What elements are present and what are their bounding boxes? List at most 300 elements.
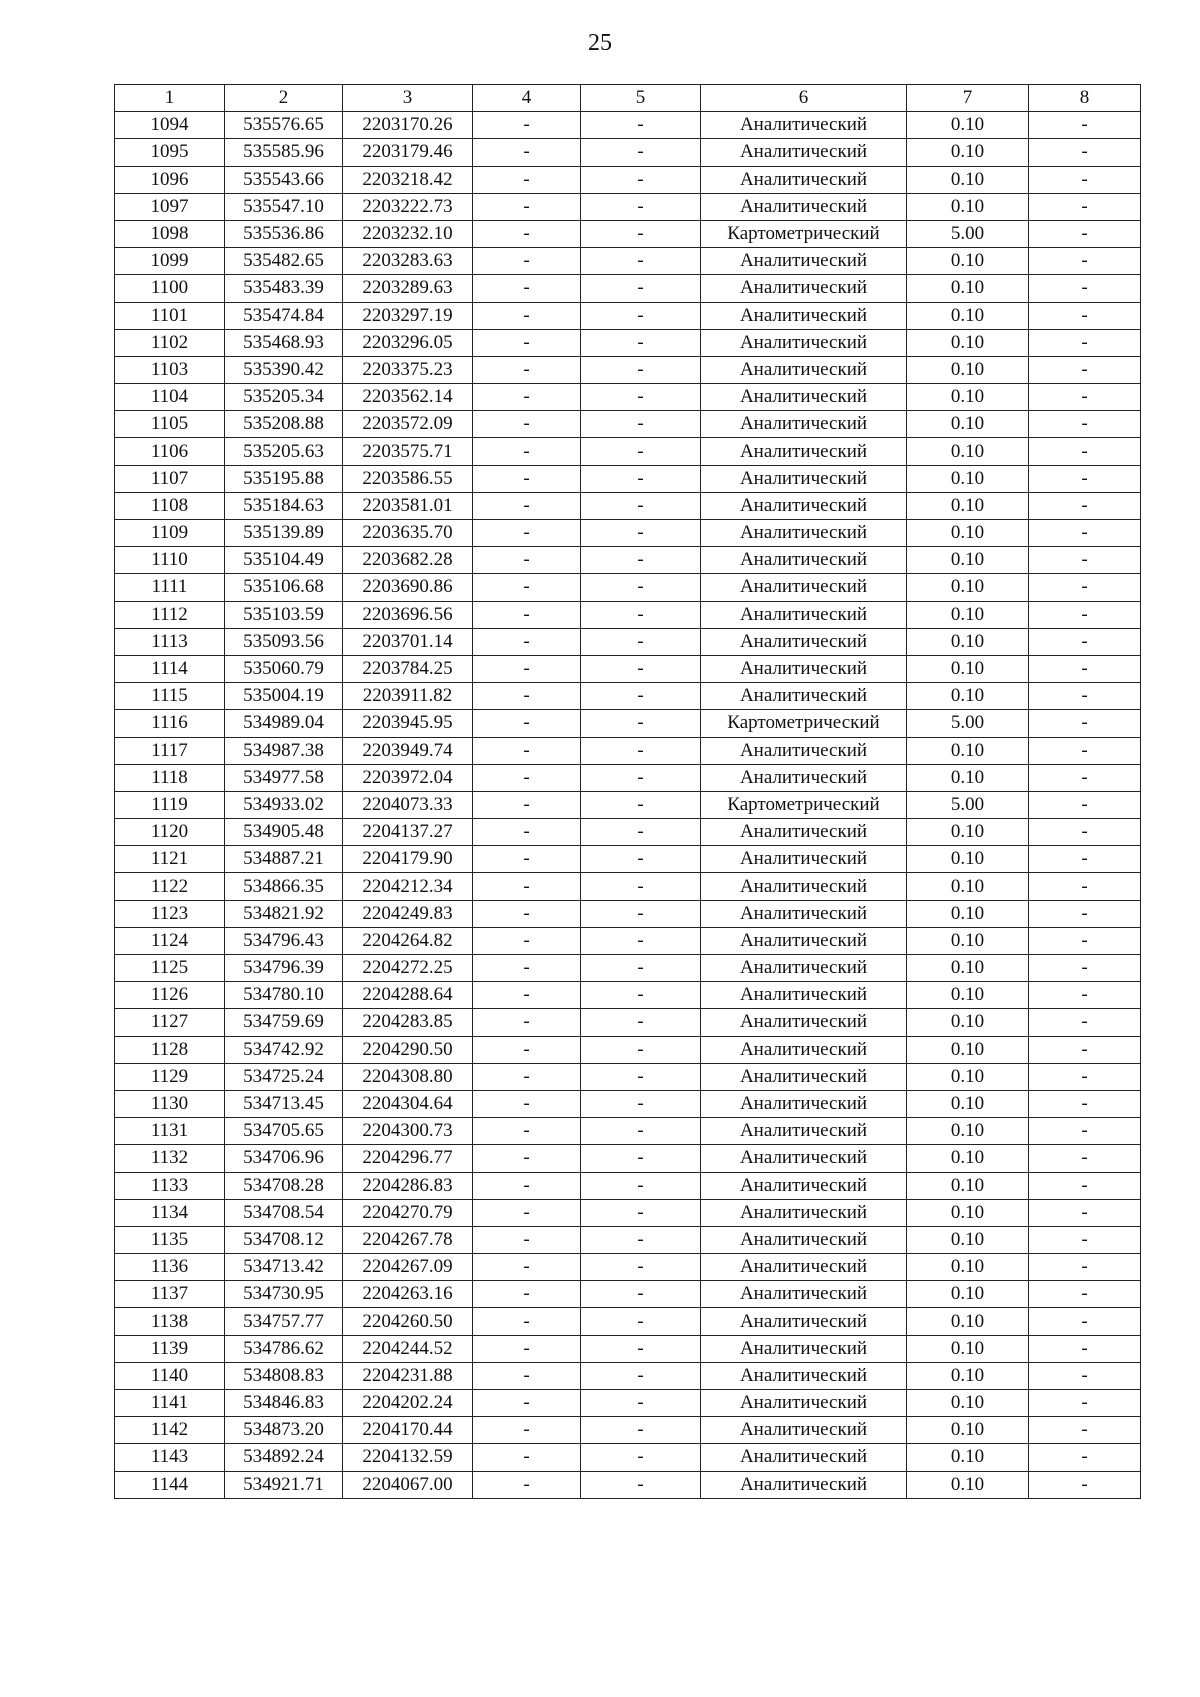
cell-x-coordinate: 534905.48 xyxy=(225,819,343,846)
cell-method: Аналитический xyxy=(701,356,907,383)
cell-accuracy: 0.10 xyxy=(907,465,1029,492)
cell-col-8: - xyxy=(1029,302,1141,329)
cell-col-4: - xyxy=(473,1335,581,1362)
cell-y-coordinate: 2204137.27 xyxy=(343,819,473,846)
cell-col-4: - xyxy=(473,520,581,547)
cell-point-number: 1116 xyxy=(115,710,225,737)
cell-method: Аналитический xyxy=(701,900,907,927)
cell-x-coordinate: 535483.39 xyxy=(225,275,343,302)
cell-method: Аналитический xyxy=(701,438,907,465)
cell-col-4: - xyxy=(473,1118,581,1145)
cell-col-8: - xyxy=(1029,329,1141,356)
cell-col-4: - xyxy=(473,1036,581,1063)
cell-x-coordinate: 535106.68 xyxy=(225,574,343,601)
cell-method: Аналитический xyxy=(701,927,907,954)
cell-col-5: - xyxy=(581,955,701,982)
cell-y-coordinate: 2203572.09 xyxy=(343,411,473,438)
cell-col-8: - xyxy=(1029,819,1141,846)
cell-method: Аналитический xyxy=(701,329,907,356)
cell-x-coordinate: 534730.95 xyxy=(225,1281,343,1308)
cell-y-coordinate: 2203296.05 xyxy=(343,329,473,356)
cell-accuracy: 0.10 xyxy=(907,1172,1029,1199)
column-header-7: 7 xyxy=(907,85,1029,112)
cell-col-8: - xyxy=(1029,465,1141,492)
cell-y-coordinate: 2204212.34 xyxy=(343,873,473,900)
table-row xyxy=(115,112,1141,139)
page-number: 25 xyxy=(588,30,612,56)
table-row xyxy=(115,1390,1141,1417)
cell-accuracy: 0.10 xyxy=(907,1390,1029,1417)
table-body xyxy=(115,112,1141,1499)
cell-accuracy: 0.10 xyxy=(907,411,1029,438)
cell-x-coordinate: 534808.83 xyxy=(225,1362,343,1389)
cell-point-number: 1125 xyxy=(115,955,225,982)
cell-point-number: 1112 xyxy=(115,601,225,628)
cell-accuracy: 0.10 xyxy=(907,1009,1029,1036)
cell-accuracy: 0.10 xyxy=(907,166,1029,193)
cell-col-5: - xyxy=(581,1254,701,1281)
cell-col-4: - xyxy=(473,982,581,1009)
cell-method: Аналитический xyxy=(701,1145,907,1172)
cell-accuracy: 0.10 xyxy=(907,302,1029,329)
cell-x-coordinate: 535104.49 xyxy=(225,547,343,574)
cell-col-8: - xyxy=(1029,1335,1141,1362)
cell-accuracy: 0.10 xyxy=(907,1090,1029,1117)
table-row xyxy=(115,384,1141,411)
table-row xyxy=(115,438,1141,465)
cell-y-coordinate: 2203696.56 xyxy=(343,601,473,628)
cell-col-8: - xyxy=(1029,601,1141,628)
cell-col-8: - xyxy=(1029,139,1141,166)
cell-x-coordinate: 535060.79 xyxy=(225,655,343,682)
cell-point-number: 1106 xyxy=(115,438,225,465)
cell-accuracy: 0.10 xyxy=(907,112,1029,139)
cell-col-5: - xyxy=(581,248,701,275)
table-row xyxy=(115,465,1141,492)
table-row xyxy=(115,275,1141,302)
cell-x-coordinate: 534921.71 xyxy=(225,1471,343,1498)
cell-accuracy: 0.10 xyxy=(907,1226,1029,1253)
cell-col-5: - xyxy=(581,302,701,329)
cell-col-4: - xyxy=(473,356,581,383)
cell-col-4: - xyxy=(473,764,581,791)
cell-col-5: - xyxy=(581,873,701,900)
cell-y-coordinate: 2203575.71 xyxy=(343,438,473,465)
cell-method: Аналитический xyxy=(701,166,907,193)
cell-accuracy: 0.10 xyxy=(907,873,1029,900)
cell-col-5: - xyxy=(581,1090,701,1117)
cell-point-number: 1105 xyxy=(115,411,225,438)
cell-y-coordinate: 2203232.10 xyxy=(343,220,473,247)
cell-y-coordinate: 2204283.85 xyxy=(343,1009,473,1036)
cell-accuracy: 0.10 xyxy=(907,601,1029,628)
table-row xyxy=(115,193,1141,220)
cell-y-coordinate: 2203911.82 xyxy=(343,683,473,710)
cell-accuracy: 0.10 xyxy=(907,384,1029,411)
cell-accuracy: 0.10 xyxy=(907,764,1029,791)
cell-y-coordinate: 2203218.42 xyxy=(343,166,473,193)
cell-accuracy: 0.10 xyxy=(907,1335,1029,1362)
table-row xyxy=(115,873,1141,900)
cell-accuracy: 0.10 xyxy=(907,982,1029,1009)
cell-col-8: - xyxy=(1029,1226,1141,1253)
cell-col-4: - xyxy=(473,655,581,682)
cell-col-8: - xyxy=(1029,846,1141,873)
cell-point-number: 1137 xyxy=(115,1281,225,1308)
cell-col-4: - xyxy=(473,737,581,764)
cell-col-4: - xyxy=(473,1226,581,1253)
cell-point-number: 1098 xyxy=(115,220,225,247)
cell-col-8: - xyxy=(1029,411,1141,438)
cell-col-4: - xyxy=(473,302,581,329)
cell-y-coordinate: 2204296.77 xyxy=(343,1145,473,1172)
cell-point-number: 1133 xyxy=(115,1172,225,1199)
table-row xyxy=(115,683,1141,710)
cell-col-8: - xyxy=(1029,655,1141,682)
cell-method: Аналитический xyxy=(701,819,907,846)
cell-x-coordinate: 534989.04 xyxy=(225,710,343,737)
cell-x-coordinate: 534866.35 xyxy=(225,873,343,900)
cell-col-8: - xyxy=(1029,112,1141,139)
cell-point-number: 1094 xyxy=(115,112,225,139)
table-row xyxy=(115,1090,1141,1117)
cell-point-number: 1123 xyxy=(115,900,225,927)
cell-col-5: - xyxy=(581,1362,701,1389)
cell-col-4: - xyxy=(473,873,581,900)
cell-method: Аналитический xyxy=(701,1308,907,1335)
cell-method: Аналитический xyxy=(701,1362,907,1389)
cell-accuracy: 0.10 xyxy=(907,547,1029,574)
cell-col-4: - xyxy=(473,329,581,356)
cell-col-4: - xyxy=(473,1199,581,1226)
cell-col-8: - xyxy=(1029,384,1141,411)
cell-method: Аналитический xyxy=(701,384,907,411)
table-row xyxy=(115,411,1141,438)
cell-accuracy: 5.00 xyxy=(907,791,1029,818)
cell-y-coordinate: 2204132.59 xyxy=(343,1444,473,1471)
cell-col-5: - xyxy=(581,846,701,873)
cell-method: Аналитический xyxy=(701,1471,907,1498)
cell-method: Аналитический xyxy=(701,955,907,982)
table-row xyxy=(115,710,1141,737)
cell-col-4: - xyxy=(473,1417,581,1444)
cell-x-coordinate: 535547.10 xyxy=(225,193,343,220)
cell-point-number: 1121 xyxy=(115,846,225,873)
coordinates-table xyxy=(114,84,1141,1499)
cell-y-coordinate: 2203949.74 xyxy=(343,737,473,764)
cell-x-coordinate: 535482.65 xyxy=(225,248,343,275)
table-row xyxy=(115,628,1141,655)
table-row xyxy=(115,1362,1141,1389)
cell-col-4: - xyxy=(473,927,581,954)
table-row xyxy=(115,764,1141,791)
cell-col-4: - xyxy=(473,1390,581,1417)
table-row xyxy=(115,982,1141,1009)
cell-col-4: - xyxy=(473,411,581,438)
cell-point-number: 1141 xyxy=(115,1390,225,1417)
cell-x-coordinate: 535468.93 xyxy=(225,329,343,356)
cell-method: Аналитический xyxy=(701,465,907,492)
cell-col-4: - xyxy=(473,601,581,628)
cell-col-5: - xyxy=(581,655,701,682)
table-row xyxy=(115,1444,1141,1471)
cell-point-number: 1129 xyxy=(115,1063,225,1090)
cell-col-5: - xyxy=(581,166,701,193)
cell-accuracy: 0.10 xyxy=(907,438,1029,465)
cell-y-coordinate: 2204288.64 xyxy=(343,982,473,1009)
column-header-3: 3 xyxy=(343,85,473,112)
cell-col-8: - xyxy=(1029,1009,1141,1036)
cell-y-coordinate: 2203297.19 xyxy=(343,302,473,329)
cell-x-coordinate: 535208.88 xyxy=(225,411,343,438)
cell-method: Аналитический xyxy=(701,601,907,628)
cell-x-coordinate: 535543.66 xyxy=(225,166,343,193)
cell-method: Аналитический xyxy=(701,1254,907,1281)
cell-accuracy: 0.10 xyxy=(907,1444,1029,1471)
cell-col-5: - xyxy=(581,193,701,220)
cell-method: Аналитический xyxy=(701,411,907,438)
cell-col-8: - xyxy=(1029,356,1141,383)
cell-col-4: - xyxy=(473,112,581,139)
cell-point-number: 1108 xyxy=(115,492,225,519)
cell-x-coordinate: 534933.02 xyxy=(225,791,343,818)
cell-y-coordinate: 2203690.86 xyxy=(343,574,473,601)
cell-accuracy: 0.10 xyxy=(907,1145,1029,1172)
cell-method: Аналитический xyxy=(701,275,907,302)
cell-point-number: 1132 xyxy=(115,1145,225,1172)
cell-col-4: - xyxy=(473,819,581,846)
cell-col-4: - xyxy=(473,1063,581,1090)
cell-col-8: - xyxy=(1029,275,1141,302)
cell-col-8: - xyxy=(1029,1036,1141,1063)
cell-y-coordinate: 2204304.64 xyxy=(343,1090,473,1117)
cell-point-number: 1097 xyxy=(115,193,225,220)
cell-x-coordinate: 534708.54 xyxy=(225,1199,343,1226)
cell-col-4: - xyxy=(473,248,581,275)
cell-col-5: - xyxy=(581,982,701,1009)
table-row xyxy=(115,1308,1141,1335)
cell-x-coordinate: 535536.86 xyxy=(225,220,343,247)
table-row xyxy=(115,492,1141,519)
cell-col-8: - xyxy=(1029,1254,1141,1281)
cell-x-coordinate: 534987.38 xyxy=(225,737,343,764)
cell-accuracy: 0.10 xyxy=(907,1308,1029,1335)
cell-point-number: 1103 xyxy=(115,356,225,383)
cell-y-coordinate: 2203682.28 xyxy=(343,547,473,574)
table-row xyxy=(115,1145,1141,1172)
cell-method: Картометрический xyxy=(701,220,907,247)
cell-accuracy: 0.10 xyxy=(907,1199,1029,1226)
cell-accuracy: 0.10 xyxy=(907,1254,1029,1281)
cell-accuracy: 0.10 xyxy=(907,846,1029,873)
cell-y-coordinate: 2203635.70 xyxy=(343,520,473,547)
cell-point-number: 1140 xyxy=(115,1362,225,1389)
column-header-5: 5 xyxy=(581,85,701,112)
cell-accuracy: 5.00 xyxy=(907,710,1029,737)
cell-point-number: 1107 xyxy=(115,465,225,492)
cell-accuracy: 0.10 xyxy=(907,1063,1029,1090)
table-row xyxy=(115,302,1141,329)
cell-point-number: 1138 xyxy=(115,1308,225,1335)
cell-point-number: 1101 xyxy=(115,302,225,329)
cell-col-8: - xyxy=(1029,193,1141,220)
cell-y-coordinate: 2203972.04 xyxy=(343,764,473,791)
cell-col-4: - xyxy=(473,574,581,601)
cell-method: Аналитический xyxy=(701,492,907,519)
cell-point-number: 1118 xyxy=(115,764,225,791)
cell-x-coordinate: 535474.84 xyxy=(225,302,343,329)
cell-point-number: 1095 xyxy=(115,139,225,166)
cell-col-4: - xyxy=(473,166,581,193)
cell-col-8: - xyxy=(1029,1417,1141,1444)
cell-col-5: - xyxy=(581,764,701,791)
cell-accuracy: 0.10 xyxy=(907,1362,1029,1389)
cell-point-number: 1128 xyxy=(115,1036,225,1063)
cell-col-8: - xyxy=(1029,166,1141,193)
cell-x-coordinate: 534821.92 xyxy=(225,900,343,927)
cell-col-4: - xyxy=(473,1172,581,1199)
cell-method: Картометрический xyxy=(701,791,907,818)
cell-col-8: - xyxy=(1029,791,1141,818)
cell-y-coordinate: 2203375.23 xyxy=(343,356,473,383)
cell-method: Аналитический xyxy=(701,655,907,682)
cell-method: Аналитический xyxy=(701,1118,907,1145)
cell-method: Аналитический xyxy=(701,1281,907,1308)
cell-col-5: - xyxy=(581,574,701,601)
cell-col-5: - xyxy=(581,520,701,547)
cell-method: Аналитический xyxy=(701,846,907,873)
cell-accuracy: 0.10 xyxy=(907,248,1029,275)
cell-y-coordinate: 2204270.79 xyxy=(343,1199,473,1226)
table-row xyxy=(115,819,1141,846)
cell-col-8: - xyxy=(1029,1199,1141,1226)
cell-y-coordinate: 2204300.73 xyxy=(343,1118,473,1145)
cell-point-number: 1120 xyxy=(115,819,225,846)
table-row xyxy=(115,1281,1141,1308)
cell-point-number: 1109 xyxy=(115,520,225,547)
cell-point-number: 1119 xyxy=(115,791,225,818)
cell-x-coordinate: 534892.24 xyxy=(225,1444,343,1471)
cell-x-coordinate: 534757.77 xyxy=(225,1308,343,1335)
cell-point-number: 1130 xyxy=(115,1090,225,1117)
cell-col-5: - xyxy=(581,1417,701,1444)
cell-y-coordinate: 2204286.83 xyxy=(343,1172,473,1199)
cell-col-5: - xyxy=(581,384,701,411)
cell-col-5: - xyxy=(581,356,701,383)
cell-col-4: - xyxy=(473,683,581,710)
table-row xyxy=(115,139,1141,166)
cell-point-number: 1117 xyxy=(115,737,225,764)
cell-x-coordinate: 534713.42 xyxy=(225,1254,343,1281)
table-row xyxy=(115,1172,1141,1199)
cell-col-5: - xyxy=(581,1199,701,1226)
cell-col-8: - xyxy=(1029,1444,1141,1471)
cell-method: Аналитический xyxy=(701,1172,907,1199)
cell-col-5: - xyxy=(581,1172,701,1199)
cell-point-number: 1111 xyxy=(115,574,225,601)
cell-x-coordinate: 534977.58 xyxy=(225,764,343,791)
column-header-1: 1 xyxy=(115,85,225,112)
cell-col-4: - xyxy=(473,492,581,519)
cell-col-5: - xyxy=(581,139,701,166)
cell-col-5: - xyxy=(581,1444,701,1471)
cell-y-coordinate: 2203586.55 xyxy=(343,465,473,492)
cell-point-number: 1134 xyxy=(115,1199,225,1226)
cell-method: Картометрический xyxy=(701,710,907,737)
cell-col-8: - xyxy=(1029,438,1141,465)
cell-col-8: - xyxy=(1029,900,1141,927)
cell-col-5: - xyxy=(581,112,701,139)
cell-x-coordinate: 535585.96 xyxy=(225,139,343,166)
cell-x-coordinate: 534705.65 xyxy=(225,1118,343,1145)
cell-accuracy: 0.10 xyxy=(907,275,1029,302)
table-row xyxy=(115,1254,1141,1281)
table-header-row xyxy=(115,85,1141,112)
cell-x-coordinate: 534759.69 xyxy=(225,1009,343,1036)
table-row xyxy=(115,1009,1141,1036)
table-row xyxy=(115,1335,1141,1362)
cell-point-number: 1096 xyxy=(115,166,225,193)
cell-y-coordinate: 2204244.52 xyxy=(343,1335,473,1362)
cell-point-number: 1122 xyxy=(115,873,225,900)
cell-x-coordinate: 534786.62 xyxy=(225,1335,343,1362)
cell-y-coordinate: 2204308.80 xyxy=(343,1063,473,1090)
cell-x-coordinate: 534742.92 xyxy=(225,1036,343,1063)
cell-col-5: - xyxy=(581,220,701,247)
cell-col-4: - xyxy=(473,900,581,927)
cell-col-5: - xyxy=(581,1390,701,1417)
cell-y-coordinate: 2204260.50 xyxy=(343,1308,473,1335)
table-row xyxy=(115,1036,1141,1063)
cell-method: Аналитический xyxy=(701,1390,907,1417)
cell-accuracy: 0.10 xyxy=(907,356,1029,383)
cell-col-5: - xyxy=(581,1145,701,1172)
cell-x-coordinate: 535195.88 xyxy=(225,465,343,492)
cell-point-number: 1100 xyxy=(115,275,225,302)
cell-x-coordinate: 535390.42 xyxy=(225,356,343,383)
cell-col-4: - xyxy=(473,1254,581,1281)
cell-x-coordinate: 535205.34 xyxy=(225,384,343,411)
cell-point-number: 1142 xyxy=(115,1417,225,1444)
cell-point-number: 1126 xyxy=(115,982,225,1009)
column-header-6: 6 xyxy=(701,85,907,112)
cell-y-coordinate: 2203701.14 xyxy=(343,628,473,655)
column-header-8: 8 xyxy=(1029,85,1141,112)
cell-point-number: 1110 xyxy=(115,547,225,574)
cell-y-coordinate: 2204249.83 xyxy=(343,900,473,927)
table-row xyxy=(115,737,1141,764)
cell-method: Аналитический xyxy=(701,683,907,710)
cell-col-8: - xyxy=(1029,628,1141,655)
cell-col-8: - xyxy=(1029,927,1141,954)
table-row xyxy=(115,900,1141,927)
cell-col-8: - xyxy=(1029,1172,1141,1199)
cell-y-coordinate: 2203581.01 xyxy=(343,492,473,519)
cell-col-8: - xyxy=(1029,737,1141,764)
cell-col-4: - xyxy=(473,628,581,655)
cell-col-4: - xyxy=(473,193,581,220)
cell-col-5: - xyxy=(581,601,701,628)
cell-col-4: - xyxy=(473,1362,581,1389)
cell-y-coordinate: 2203283.63 xyxy=(343,248,473,275)
cell-y-coordinate: 2204263.16 xyxy=(343,1281,473,1308)
table-row xyxy=(115,601,1141,628)
cell-col-4: - xyxy=(473,547,581,574)
cell-col-8: - xyxy=(1029,492,1141,519)
cell-col-8: - xyxy=(1029,574,1141,601)
cell-y-coordinate: 2204179.90 xyxy=(343,846,473,873)
cell-method: Аналитический xyxy=(701,628,907,655)
